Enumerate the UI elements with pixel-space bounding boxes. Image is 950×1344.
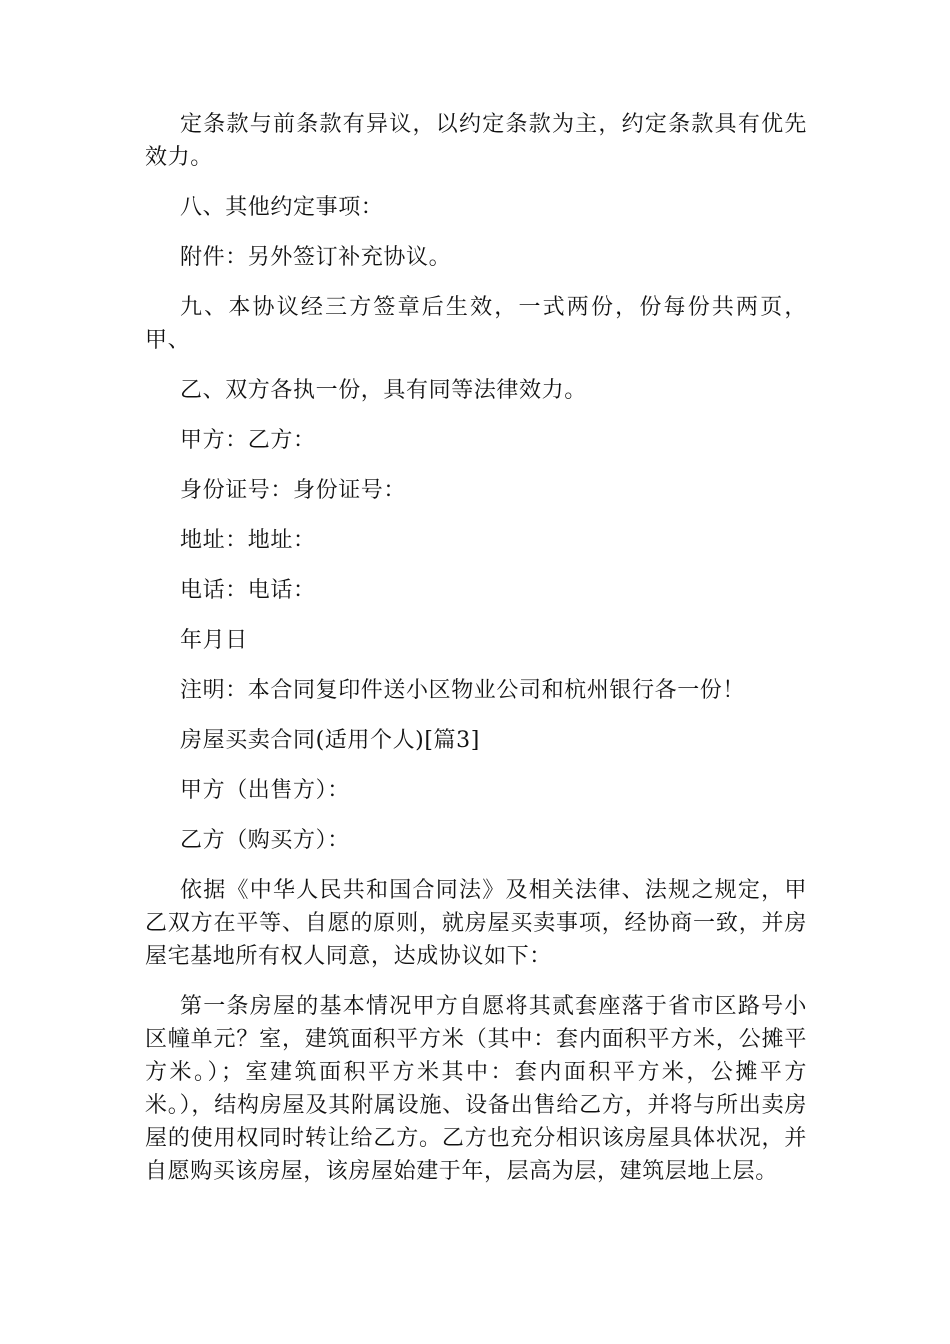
paragraph-note: 注明：本合同复印件送小区物业公司和杭州银行各一份！ [180,678,746,703]
paragraph-section-nine: 九、本协议经三方签章后生效，一式两份，份每份共两页，甲、 [145,295,807,353]
signature-phones: 电话：电话： [180,578,316,603]
paragraph-article-one: 第一条房屋的基本情况甲方自愿将其贰套座落于省市区路号小区幢单元？室，建筑面积平方米（其中：套内面积平方米，公摊平方米。）；室建筑面积平方米其中：套内面积平方米，公摊平方米。），结构房屋及其附属设施、设备出售给乙方，并将与所出卖房屋的使用权同时转让给乙方。乙方也充分相识该房屋具体状况，并自愿购买该房屋，该房屋始建于年，层高为层，建筑层地上层。 [145,994,807,1184]
signature-parties: 甲方：乙方： [180,428,316,453]
paragraph-copies: 乙、双方各执一份，具有同等法律效力。 [180,378,587,403]
signature-addresses: 地址：地址： [180,528,316,553]
paragraph-attachment: 附件：另外签订补充协议。 [180,245,452,270]
section-title: 房屋买卖合同(适用个人)[篇3] [180,728,480,753]
signature-date: 年月日 [180,628,248,653]
paragraph-priority-clause: 定条款与前条款有异议，以约定条款为主，约定条款具有优先效力。 [145,112,807,170]
signature-id-numbers: 身份证号：身份证号： [180,478,407,503]
party-seller: 甲方（出售方）： [180,778,350,803]
paragraph-preamble: 依据《中华人民共和国合同法》及相关法律、法规之规定，甲乙双方在平等、自愿的原则，就房屋买卖事项，经协商一致，并房屋宅基地所有权人同意，达成协议如下： [145,878,807,969]
party-buyer: 乙方（购买方）： [180,828,350,853]
paragraph-section-eight: 八、其他约定事项： [180,195,384,220]
document-body [145,108,807,1188]
